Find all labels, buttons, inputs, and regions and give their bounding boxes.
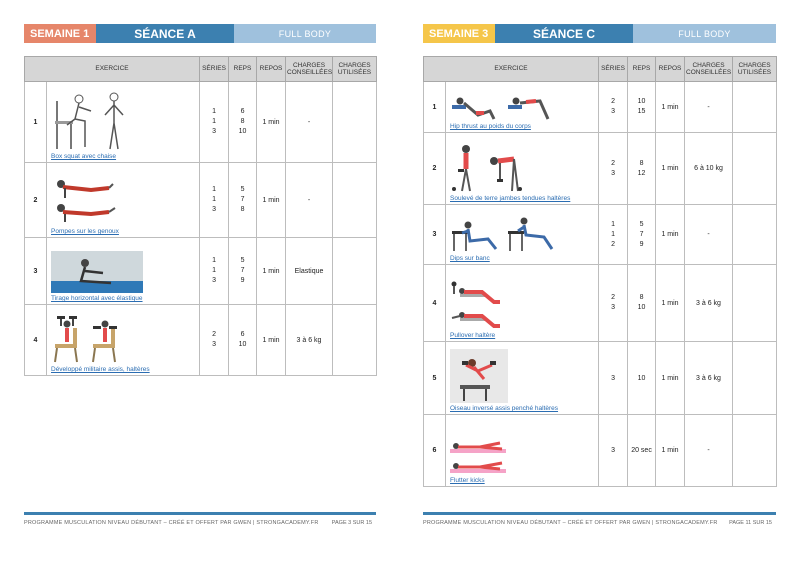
reps-cell: 8 10	[628, 265, 656, 342]
load-used-cell[interactable]	[333, 238, 377, 305]
exercise-table	[423, 56, 777, 487]
series-cell: 2 3	[599, 265, 628, 342]
hip-thrust-start-figure-icon	[450, 93, 500, 121]
exercise-cell	[47, 238, 200, 305]
load-advised-cell: -	[685, 82, 733, 133]
exercise-cell	[47, 82, 200, 163]
flutter-kicks-alt-figure-icon	[450, 459, 506, 475]
exercise-illustration	[51, 314, 195, 364]
deadlift-bent-figure-icon	[488, 143, 524, 193]
header-rest: REPOS	[257, 57, 286, 82]
header-series: SÉRIES	[599, 57, 628, 82]
exercise-illustration	[450, 217, 594, 253]
table-row	[424, 133, 777, 205]
reps-cell: 20 sec	[628, 415, 656, 487]
load-used-cell[interactable]	[733, 342, 777, 415]
load-advised-cell: 3 à 6 kg	[286, 305, 333, 376]
rest-cell: 1 min	[656, 342, 685, 415]
header-rest: REPOS	[656, 57, 685, 82]
page-number-right: PAGE 11 SUR 15	[729, 520, 772, 526]
exercise-cell	[446, 415, 599, 487]
exercise-cell	[47, 163, 200, 238]
load-advised-cell: -	[685, 415, 733, 487]
session-label: SÉANCE C	[495, 24, 633, 43]
series-cell: 3	[599, 415, 628, 487]
load-used-cell[interactable]	[733, 133, 777, 205]
row-number: 1	[25, 82, 47, 163]
header-load-advised: CHARGES CONSEILLÉES	[685, 57, 733, 82]
load-used-cell[interactable]	[333, 163, 377, 238]
table-row	[424, 415, 777, 487]
deadlift-up-figure-icon	[450, 143, 482, 193]
row-number: 2	[424, 133, 446, 205]
header-exercise: EXERCICE	[25, 57, 200, 82]
row-number: 4	[25, 305, 47, 376]
series-cell: 1 1 2	[599, 205, 628, 265]
exercise-name-link[interactable]: Dips sur banc	[450, 255, 490, 262]
exercise-name-link[interactable]: Pompes sur les genoux	[51, 228, 119, 235]
table-row	[424, 265, 777, 342]
rest-cell: 1 min	[656, 265, 685, 342]
table-row	[424, 205, 777, 265]
pullover-arms-back-figure-icon	[450, 308, 510, 330]
session-type: FULL BODY	[234, 24, 376, 43]
exercise-illustration	[450, 280, 594, 330]
exercise-cell	[446, 205, 599, 265]
rest-cell: 1 min	[656, 133, 685, 205]
reps-cell: 10 15	[628, 82, 656, 133]
row-number: 3	[25, 238, 47, 305]
flutter-kicks-figure-icon	[450, 439, 506, 455]
session-banner	[423, 24, 776, 43]
rest-cell: 1 min	[257, 163, 286, 238]
session-type: FULL BODY	[633, 24, 776, 43]
bench-dips-low-figure-icon	[450, 217, 500, 253]
reps-cell: 5 7 9	[229, 238, 257, 305]
rest-cell: 1 min	[257, 305, 286, 376]
session-banner	[24, 24, 376, 43]
exercise-name-link[interactable]: Oiseau inversé assis penché haltères	[450, 405, 559, 412]
row-number: 6	[424, 415, 446, 487]
rest-cell: 1 min	[257, 238, 286, 305]
exercise-name-link[interactable]: Tirage horizontal avec élastique	[51, 295, 143, 302]
load-advised-cell: -	[286, 163, 333, 238]
exercise-table	[24, 56, 377, 376]
header-series: SÉRIES	[200, 57, 229, 82]
load-advised-cell: -	[286, 82, 333, 163]
load-advised-cell: -	[685, 205, 733, 265]
reps-cell: 8 12	[628, 133, 656, 205]
exercise-illustration	[450, 93, 594, 121]
table-header	[424, 57, 777, 82]
rest-cell: 1 min	[257, 82, 286, 163]
exercise-illustration	[51, 174, 195, 226]
series-cell: 2 3	[200, 305, 229, 376]
load-advised-cell: 6 à 10 kg	[685, 133, 733, 205]
pullover-arms-up-figure-icon	[450, 280, 510, 306]
military-press-up-figure-icon	[51, 314, 83, 364]
row-number: 5	[424, 342, 446, 415]
header-reps: REPS	[628, 57, 656, 82]
exercise-name-link[interactable]: Hip thrust au poids du corps	[450, 123, 531, 130]
exercise-cell	[446, 133, 599, 205]
exercise-name-link[interactable]: Flutter kicks	[450, 477, 485, 484]
load-advised-cell: 3 à 6 kg	[685, 342, 733, 415]
row-number: 1	[424, 82, 446, 133]
exercise-cell	[47, 305, 200, 376]
exercise-name-link[interactable]: Soulevé de terre jambes tendues haltères	[450, 195, 571, 202]
rest-cell: 1 min	[656, 415, 685, 487]
table-row	[25, 163, 377, 238]
exercise-illustration	[450, 349, 594, 403]
load-used-cell[interactable]	[733, 265, 777, 342]
table-row	[424, 82, 777, 133]
reps-cell: 6 8 10	[229, 82, 257, 163]
load-used-cell[interactable]	[733, 205, 777, 265]
rest-cell: 1 min	[656, 205, 685, 265]
rest-cell: 1 min	[656, 82, 685, 133]
load-used-cell[interactable]	[333, 82, 377, 163]
hip-thrust-top-figure-icon	[506, 93, 556, 121]
row-number: 3	[424, 205, 446, 265]
load-used-cell[interactable]	[733, 415, 777, 487]
box-squat-figure-icon	[51, 91, 95, 151]
table-row	[424, 342, 777, 415]
load-advised-cell: Elastique	[286, 238, 333, 305]
reverse-fly-photo-icon	[450, 349, 508, 403]
table-header	[25, 57, 377, 82]
exercise-illustration	[450, 439, 594, 475]
series-cell: 1 1 3	[200, 238, 229, 305]
knee-pushup-figure-icon	[51, 174, 121, 226]
table-row	[25, 238, 377, 305]
footer-bar-left	[24, 512, 376, 515]
header-load-used: CHARGES UTILISÉES	[733, 57, 777, 82]
series-cell: 2 3	[599, 82, 628, 133]
load-used-cell[interactable]	[733, 82, 777, 133]
table-row	[25, 82, 377, 163]
series-cell: 3	[599, 342, 628, 415]
page-number-left: PAGE 3 SUR 15	[331, 520, 372, 526]
week-label: SEMAINE 3	[423, 24, 495, 43]
series-cell: 1 1 3	[200, 163, 229, 238]
exercise-name-link[interactable]: Pullover haltère	[450, 332, 496, 339]
military-press-down-figure-icon	[89, 314, 121, 364]
series-cell: 2 3	[599, 133, 628, 205]
header-load-advised: CHARGES CONSEILLÉES	[286, 57, 333, 82]
week-label: SEMAINE 1	[24, 24, 96, 43]
load-used-cell[interactable]	[333, 305, 377, 376]
exercise-illustration	[51, 91, 195, 151]
footer-text-left: PROGRAMME MUSCULATION NIVEAU DÉBUTANT – CRÉÉ ET OFFERT PAR GWEN | STRONGACADEMY.FR	[24, 520, 319, 526]
exercise-name-link[interactable]: Développé militaire assis, haltères	[51, 366, 150, 373]
header-exercise: EXERCICE	[424, 57, 599, 82]
exercise-cell	[446, 82, 599, 133]
reps-cell: 10	[628, 342, 656, 415]
footer-bar-right	[423, 512, 776, 515]
row-number: 4	[424, 265, 446, 342]
table-row	[25, 305, 377, 376]
standing-figure-icon	[101, 91, 127, 151]
reps-cell: 5 7 8	[229, 163, 257, 238]
seated-row-photo-icon	[51, 251, 143, 293]
header-load-used: CHARGES UTILISÉES	[333, 57, 377, 82]
reps-cell: 5 7 9	[628, 205, 656, 265]
exercise-name-link[interactable]: Box squat avec chaise	[51, 153, 117, 160]
reps-cell: 6 10	[229, 305, 257, 376]
bench-dips-high-figure-icon	[506, 217, 556, 253]
exercise-illustration	[51, 251, 195, 293]
exercise-cell	[446, 265, 599, 342]
footer-text-right: PROGRAMME MUSCULATION NIVEAU DÉBUTANT – CRÉÉ ET OFFERT PAR GWEN | STRONGACADEMY.FR	[423, 520, 718, 526]
exercise-cell	[446, 342, 599, 415]
header-reps: REPS	[229, 57, 257, 82]
load-advised-cell: 3 à 6 kg	[685, 265, 733, 342]
session-label: SÉANCE A	[96, 24, 234, 43]
exercise-illustration	[450, 143, 594, 193]
row-number: 2	[25, 163, 47, 238]
series-cell: 1 1 3	[200, 82, 229, 163]
